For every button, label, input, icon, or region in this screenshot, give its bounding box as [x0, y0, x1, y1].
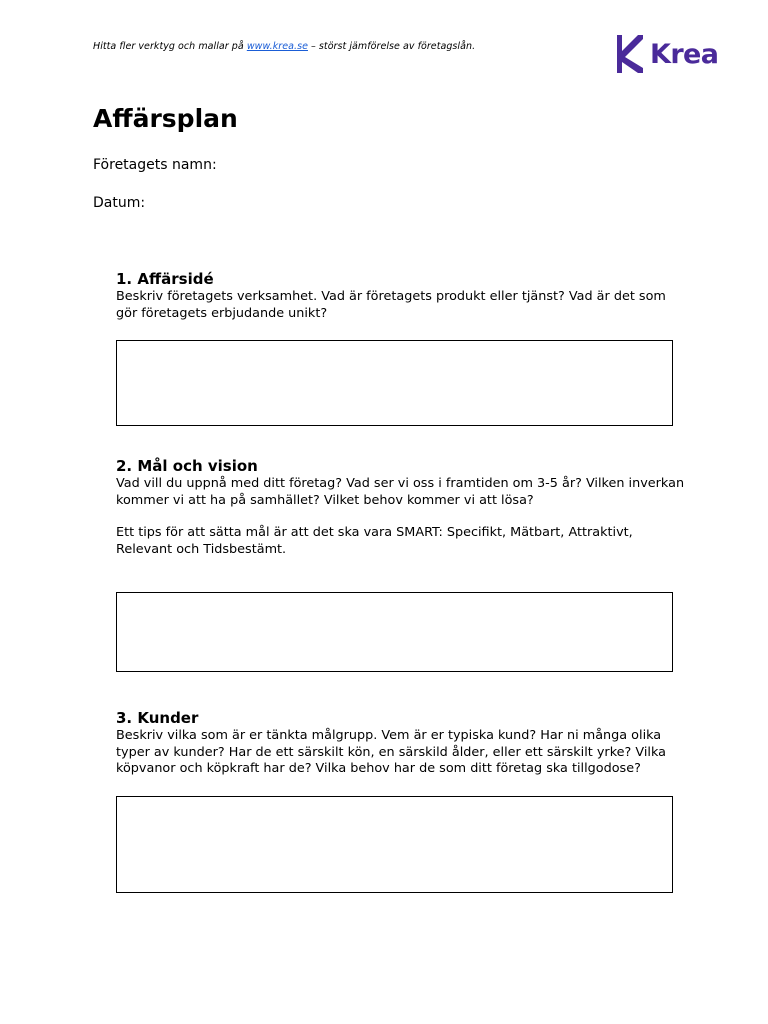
section-heading-affarside: 1. Affärsidé [116, 270, 214, 288]
section-text-mal-och-vision: Vad vill du uppnå med ditt företag? Vad ser vi oss i framtiden om 3-5 år? Vilken inverkan kommer vi att ha på samhället? Vilket behov kommer vi att lösa? [116, 476, 685, 508]
krea-logo [614, 33, 718, 75]
section-heading-kunder: 3. Kunder [116, 709, 199, 727]
section-text-kunder: Beskriv vilka som är er tänkta målgrupp. Vem är er typiska kund? Har ni många olika typer av kunder? Har de ett särskilt kön, en särskild ålder, eller ett särskilt yrke? Vilka köpvanor och köpkraft har de? Vilka behov har de som ditt företag ska tillgodose? [116, 728, 666, 776]
section-text-affarside: Beskriv företagets verksamhet. Vad är företagets produkt eller tjänst? Vad är det som gör företagets erbjudande unikt? [116, 289, 666, 321]
date-label: Datum: [93, 195, 146, 211]
header-note [93, 41, 475, 52]
krea-logo-text: Krea [650, 38, 719, 70]
krea-website-link[interactable]: www.krea.se [246, 41, 308, 52]
answer-box-affarside[interactable] [116, 340, 673, 426]
page-title: Affärsplan [93, 104, 238, 133]
krea-k-logo-icon [614, 34, 644, 74]
header-note-prefix: Hitta fler verktyg och mallar på [93, 41, 247, 52]
answer-box-kunder[interactable] [116, 796, 673, 893]
company-name-label: Företagets namn: [93, 157, 217, 173]
answer-box-mal-och-vision[interactable] [116, 592, 673, 672]
section-tip-smart: Ett tips för att sätta mål är att det ska vara SMART: Specifikt, Mätbart, Attraktivt, Relevant och Tidsbestämt. [116, 525, 633, 557]
section-heading-mal-och-vision: 2. Mål och vision [116, 457, 258, 475]
header-note-suffix: – störst jämförelse av företagslån. [307, 41, 476, 52]
